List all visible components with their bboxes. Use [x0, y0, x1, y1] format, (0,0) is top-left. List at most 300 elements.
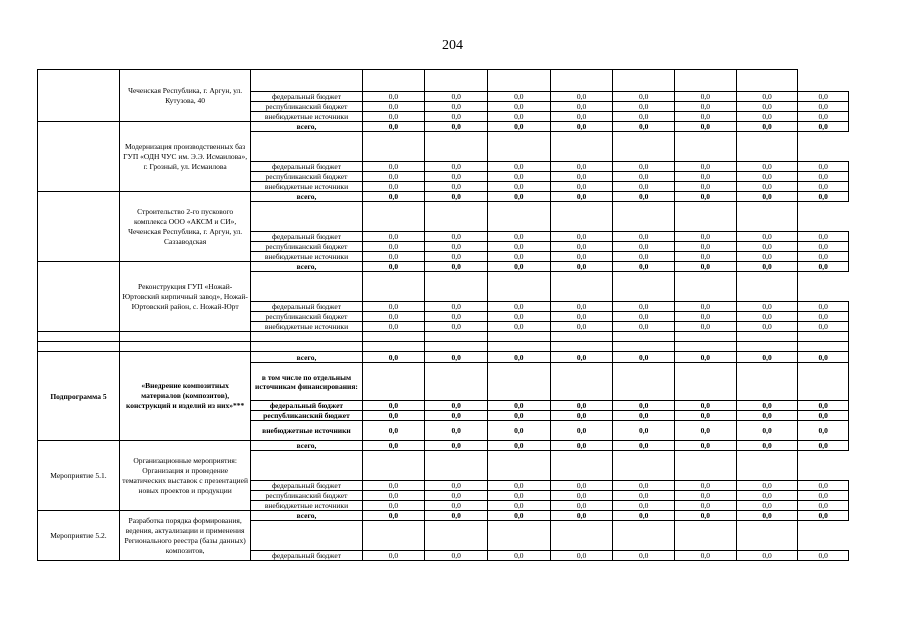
empty-cell: [613, 132, 675, 162]
empty-cell: [251, 70, 362, 92]
table-row: [38, 70, 849, 92]
value-cell: 0,0: [798, 242, 849, 252]
value-cell: 0,0: [487, 501, 550, 511]
empty-cell: [487, 332, 550, 342]
value-cell: 0,0: [675, 501, 737, 511]
value-cell: 0,0: [798, 232, 849, 242]
value-cell: 0,0: [487, 302, 550, 312]
value-cell: 0,0: [675, 441, 737, 451]
source-label: федеральный бюджет: [251, 302, 362, 312]
value-cell: 0,0: [362, 501, 425, 511]
source-label: всего,: [251, 192, 362, 202]
value-cell: 0,0: [798, 112, 849, 122]
source-label: всего,: [251, 511, 362, 521]
value-cell: 0,0: [675, 352, 737, 363]
empty-cell: [736, 332, 798, 342]
empty-cell: [487, 521, 550, 551]
value-cell: 0,0: [550, 421, 613, 441]
value-cell: 0,0: [798, 501, 849, 511]
value-cell: 0,0: [362, 182, 425, 192]
value-cell: 0,0: [736, 192, 798, 202]
value-cell: 0,0: [425, 122, 488, 132]
value-cell: 0,0: [675, 232, 737, 242]
value-cell: 0,0: [675, 182, 737, 192]
value-cell: 0,0: [425, 92, 488, 102]
empty-cell: [251, 272, 362, 302]
empty-cell: [487, 202, 550, 232]
value-cell: 0,0: [798, 122, 849, 132]
value-cell: 0,0: [675, 252, 737, 262]
value-cell: 0,0: [487, 491, 550, 501]
value-cell: 0,0: [550, 312, 613, 322]
empty-cell: [38, 342, 120, 352]
empty-cell: [425, 132, 488, 162]
empty-cell: [613, 202, 675, 232]
value-cell: 0,0: [425, 232, 488, 242]
empty-cell: [736, 451, 798, 481]
empty-cell: [251, 332, 362, 342]
value-cell: 0,0: [550, 481, 613, 491]
value-cell: 0,0: [362, 411, 425, 421]
value-cell: 0,0: [487, 411, 550, 421]
value-cell: 0,0: [487, 511, 550, 521]
source-label: республиканский бюджет: [251, 172, 362, 182]
empty-cell: [362, 521, 425, 551]
value-cell: 0,0: [675, 122, 737, 132]
source-label: федеральный бюджет: [251, 401, 362, 411]
value-cell: 0,0: [487, 352, 550, 363]
value-cell: 0,0: [550, 192, 613, 202]
value-cell: 0,0: [550, 112, 613, 122]
value-cell: 0,0: [362, 102, 425, 112]
value-cell: 0,0: [798, 252, 849, 262]
value-cell: 0,0: [362, 162, 425, 172]
empty-cell: [675, 451, 737, 481]
table-row: [38, 342, 849, 352]
value-cell: 0,0: [362, 252, 425, 262]
value-cell: 0,0: [736, 501, 798, 511]
value-cell: 0,0: [425, 401, 488, 411]
source-label: внебюджетные источники: [251, 501, 362, 511]
value-cell: 0,0: [613, 172, 675, 182]
value-cell: 0,0: [798, 192, 849, 202]
value-cell: 0,0: [362, 302, 425, 312]
empty-cell: [613, 70, 675, 92]
table-row: [38, 511, 849, 521]
empty-cell: [550, 342, 613, 352]
page-number: 204: [442, 38, 463, 53]
value-cell: 0,0: [613, 312, 675, 322]
value-cell: 0,0: [675, 491, 737, 501]
measure-code: Мероприятие 5.1.: [38, 441, 120, 511]
source-label: республиканский бюджет: [251, 242, 362, 252]
value-cell: 0,0: [736, 511, 798, 521]
measure-code: Подпрограмма 5: [38, 352, 120, 441]
value-cell: 0,0: [362, 92, 425, 102]
value-cell: 0,0: [550, 491, 613, 501]
value-cell: 0,0: [736, 162, 798, 172]
source-label: республиканский бюджет: [251, 411, 362, 421]
empty-cell: [675, 342, 737, 352]
value-cell: 0,0: [487, 242, 550, 252]
empty-cell: [736, 272, 798, 302]
empty-cell: [251, 202, 362, 232]
empty-cell: [798, 332, 849, 342]
source-label: федеральный бюджет: [251, 162, 362, 172]
empty-cell: [675, 332, 737, 342]
value-cell: 0,0: [487, 182, 550, 192]
value-cell: 0,0: [425, 112, 488, 122]
value-cell: 0,0: [550, 92, 613, 102]
value-cell: 0,0: [736, 92, 798, 102]
empty-cell: [736, 521, 798, 551]
value-cell: 0,0: [487, 162, 550, 172]
source-label: в том числе по отдельным источникам финансирования:: [251, 363, 362, 401]
value-cell: 0,0: [425, 192, 488, 202]
value-cell: 0,0: [736, 112, 798, 122]
value-cell: 0,0: [487, 312, 550, 322]
value-cell: 0,0: [425, 242, 488, 252]
value-cell: 0,0: [425, 302, 488, 312]
source-label: всего,: [251, 262, 362, 272]
empty-cell: [487, 70, 550, 92]
empty-cell: [362, 202, 425, 232]
empty-cell: [736, 132, 798, 162]
value-cell: 0,0: [613, 421, 675, 441]
empty-cell: [487, 342, 550, 352]
empty-cell: [251, 132, 362, 162]
value-cell: 0,0: [736, 102, 798, 112]
value-cell: 0,0: [550, 172, 613, 182]
empty-cell: [736, 342, 798, 352]
value-cell: 0,0: [798, 262, 849, 272]
value-cell: 0,0: [425, 441, 488, 451]
measure-code: Мероприятие 5.2.: [38, 511, 120, 561]
value-cell: 0,0: [675, 262, 737, 272]
value-cell: 0,0: [425, 312, 488, 322]
measure-code: [38, 70, 120, 122]
value-cell: 0,0: [798, 551, 849, 561]
empty-cell: [487, 272, 550, 302]
value-cell: 0,0: [362, 192, 425, 202]
value-cell: 0,0: [798, 441, 849, 451]
value-cell: 0,0: [613, 441, 675, 451]
value-cell: 0,0: [675, 112, 737, 122]
value-cell: 0,0: [425, 501, 488, 511]
source-label: внебюджетные источники: [251, 112, 362, 122]
empty-cell: [38, 332, 120, 342]
empty-cell: [613, 342, 675, 352]
value-cell: 0,0: [736, 481, 798, 491]
value-cell: 0,0: [425, 182, 488, 192]
empty-cell: [550, 332, 613, 342]
value-cell: 0,0: [487, 112, 550, 122]
value-cell: 0,0: [550, 262, 613, 272]
source-label: всего,: [251, 122, 362, 132]
source-label: федеральный бюджет: [251, 551, 362, 561]
value-cell: 0,0: [487, 192, 550, 202]
value-cell: 0,0: [425, 262, 488, 272]
empty-cell: [362, 451, 425, 481]
value-cell: 0,0: [362, 551, 425, 561]
empty-cell: [362, 132, 425, 162]
measure-code: [38, 192, 120, 262]
value-cell: 0,0: [425, 252, 488, 262]
source-label: внебюджетные источники: [251, 252, 362, 262]
value-cell: 0,0: [736, 252, 798, 262]
value-cell: 0,0: [362, 441, 425, 451]
value-cell: 0,0: [550, 252, 613, 262]
empty-cell: [425, 363, 488, 401]
value-cell: 0,0: [798, 401, 849, 411]
empty-cell: [550, 272, 613, 302]
value-cell: 0,0: [613, 192, 675, 202]
source-label: республиканский бюджет: [251, 102, 362, 112]
value-cell: 0,0: [487, 441, 550, 451]
value-cell: 0,0: [613, 491, 675, 501]
source-label: республиканский бюджет: [251, 491, 362, 501]
value-cell: 0,0: [736, 312, 798, 322]
value-cell: 0,0: [425, 352, 488, 363]
value-cell: 0,0: [550, 501, 613, 511]
value-cell: 0,0: [362, 421, 425, 441]
value-cell: 0,0: [736, 421, 798, 441]
source-label: республиканский бюджет: [251, 312, 362, 322]
value-cell: 0,0: [362, 322, 425, 332]
empty-cell: [736, 202, 798, 232]
value-cell: 0,0: [362, 481, 425, 491]
empty-cell: [550, 363, 613, 401]
empty-cell: [362, 272, 425, 302]
empty-cell: [550, 202, 613, 232]
value-cell: 0,0: [798, 162, 849, 172]
value-cell: 0,0: [425, 102, 488, 112]
value-cell: 0,0: [613, 262, 675, 272]
value-cell: 0,0: [613, 92, 675, 102]
value-cell: 0,0: [425, 551, 488, 561]
value-cell: 0,0: [550, 352, 613, 363]
measure-name: Чеченская Республика, г. Аргун, ул. Кутузова, 40: [119, 70, 250, 122]
value-cell: 0,0: [736, 122, 798, 132]
empty-cell: [487, 363, 550, 401]
empty-cell: [613, 451, 675, 481]
value-cell: 0,0: [550, 441, 613, 451]
value-cell: 0,0: [487, 122, 550, 132]
empty-cell: [425, 451, 488, 481]
empty-cell: [251, 342, 362, 352]
value-cell: 0,0: [613, 232, 675, 242]
empty-cell: [675, 363, 737, 401]
value-cell: 0,0: [736, 232, 798, 242]
value-cell: 0,0: [613, 122, 675, 132]
value-cell: 0,0: [675, 302, 737, 312]
value-cell: 0,0: [613, 182, 675, 192]
empty-cell: [362, 332, 425, 342]
empty-cell: [251, 521, 362, 551]
value-cell: 0,0: [362, 262, 425, 272]
value-cell: 0,0: [798, 302, 849, 312]
value-cell: 0,0: [487, 551, 550, 561]
value-cell: 0,0: [675, 312, 737, 322]
value-cell: 0,0: [425, 481, 488, 491]
financing-table: [37, 69, 849, 561]
value-cell: 0,0: [798, 352, 849, 363]
value-cell: 0,0: [487, 322, 550, 332]
value-cell: 0,0: [362, 401, 425, 411]
value-cell: 0,0: [362, 122, 425, 132]
empty-cell: [425, 272, 488, 302]
value-cell: 0,0: [550, 242, 613, 252]
value-cell: 0,0: [613, 401, 675, 411]
empty-cell: [798, 363, 849, 401]
value-cell: 0,0: [798, 102, 849, 112]
value-cell: 0,0: [736, 491, 798, 501]
value-cell: 0,0: [613, 322, 675, 332]
value-cell: 0,0: [675, 102, 737, 112]
value-cell: 0,0: [613, 252, 675, 262]
value-cell: 0,0: [362, 232, 425, 242]
value-cell: 0,0: [736, 322, 798, 332]
measure-code: [38, 262, 120, 332]
measure-name: Реконструкция ГУП «Ножай-Юртовский кирпичный завод», Ножай-Юртовский район, с. Ножай-Юрт: [119, 262, 250, 332]
value-cell: 0,0: [798, 92, 849, 102]
value-cell: 0,0: [798, 511, 849, 521]
value-cell: 0,0: [550, 232, 613, 242]
value-cell: 0,0: [487, 401, 550, 411]
value-cell: 0,0: [736, 401, 798, 411]
value-cell: 0,0: [487, 481, 550, 491]
value-cell: 0,0: [613, 352, 675, 363]
value-cell: 0,0: [613, 511, 675, 521]
value-cell: 0,0: [675, 162, 737, 172]
value-cell: 0,0: [362, 112, 425, 122]
value-cell: 0,0: [425, 491, 488, 501]
empty-cell: [613, 363, 675, 401]
value-cell: 0,0: [425, 411, 488, 421]
value-cell: 0,0: [425, 322, 488, 332]
empty-cell: [613, 332, 675, 342]
table-row: [38, 441, 849, 451]
empty-cell: [425, 521, 488, 551]
empty-cell: [550, 70, 613, 92]
empty-cell: [425, 332, 488, 342]
empty-cell: [425, 202, 488, 232]
value-cell: 0,0: [736, 441, 798, 451]
empty-cell: [736, 363, 798, 401]
value-cell: 0,0: [798, 491, 849, 501]
value-cell: 0,0: [425, 172, 488, 182]
value-cell: 0,0: [550, 511, 613, 521]
value-cell: 0,0: [675, 322, 737, 332]
value-cell: 0,0: [425, 511, 488, 521]
empty-cell: [675, 70, 737, 92]
source-label: внебюджетные источники: [251, 322, 362, 332]
value-cell: 0,0: [736, 411, 798, 421]
value-cell: 0,0: [613, 551, 675, 561]
value-cell: 0,0: [798, 172, 849, 182]
value-cell: 0,0: [613, 501, 675, 511]
value-cell: 0,0: [675, 511, 737, 521]
measure-name: Организационные мероприятия: Организация и проведение тематических выставок с презентацией новых проектов и продукции: [119, 441, 250, 511]
table-row: [38, 332, 849, 342]
value-cell: 0,0: [487, 252, 550, 262]
value-cell: 0,0: [362, 312, 425, 322]
measure-name: Строительство 2-го пускового комплекса ООО «АКСМ и СИ», Чеченская Республика, г. Аргун, ул. Саззаводская: [119, 192, 250, 262]
value-cell: 0,0: [675, 421, 737, 441]
empty-cell: [613, 521, 675, 551]
table-row: [38, 122, 849, 132]
empty-cell: [251, 451, 362, 481]
source-label: внебюджетные источники: [251, 182, 362, 192]
value-cell: 0,0: [487, 92, 550, 102]
empty-cell: [550, 132, 613, 162]
value-cell: 0,0: [736, 242, 798, 252]
empty-cell: [550, 521, 613, 551]
source-label: всего,: [251, 441, 362, 451]
empty-cell: [675, 272, 737, 302]
empty-cell: [487, 451, 550, 481]
table-row: [38, 352, 849, 363]
value-cell: 0,0: [675, 92, 737, 102]
empty-cell: [362, 70, 425, 92]
empty-cell: [425, 342, 488, 352]
value-cell: 0,0: [487, 262, 550, 272]
value-cell: 0,0: [425, 421, 488, 441]
measure-name: Модернизация производственных баз ГУП «ОДН ЧУС им. Э.Э. Исмаилова», г. Грозный, ул. Исмаилова: [119, 122, 250, 192]
empty-cell: [425, 70, 488, 92]
value-cell: 0,0: [487, 232, 550, 242]
value-cell: 0,0: [798, 312, 849, 322]
value-cell: 0,0: [613, 112, 675, 122]
table-row: [38, 262, 849, 272]
value-cell: 0,0: [613, 242, 675, 252]
value-cell: 0,0: [487, 172, 550, 182]
value-cell: 0,0: [362, 352, 425, 363]
value-cell: 0,0: [613, 162, 675, 172]
value-cell: 0,0: [736, 172, 798, 182]
value-cell: 0,0: [798, 421, 849, 441]
empty-cell: [119, 342, 250, 352]
measure-name: Разработка порядка формирования, ведения, актуализации и применения Регионального реестра (базы данных) композитов,: [119, 511, 250, 561]
value-cell: 0,0: [736, 182, 798, 192]
value-cell: 0,0: [613, 481, 675, 491]
value-cell: 0,0: [613, 302, 675, 312]
value-cell: 0,0: [798, 481, 849, 491]
source-label: внебюджетные источники: [251, 421, 362, 441]
source-label: федеральный бюджет: [251, 232, 362, 242]
table-row: [38, 192, 849, 202]
value-cell: 0,0: [487, 421, 550, 441]
empty-cell: [736, 70, 798, 92]
value-cell: 0,0: [675, 481, 737, 491]
measure-name: «Внедрение композитных материалов (композитов), конструкций и изделий из них»***: [119, 352, 250, 441]
empty-cell: [362, 363, 425, 401]
value-cell: 0,0: [675, 242, 737, 252]
value-cell: 0,0: [550, 182, 613, 192]
empty-cell: [362, 342, 425, 352]
empty-cell: [675, 521, 737, 551]
value-cell: 0,0: [550, 102, 613, 112]
value-cell: 0,0: [675, 411, 737, 421]
value-cell: 0,0: [362, 511, 425, 521]
source-label: федеральный бюджет: [251, 481, 362, 491]
empty-cell: [675, 202, 737, 232]
empty-cell: [675, 132, 737, 162]
value-cell: 0,0: [550, 551, 613, 561]
value-cell: 0,0: [550, 401, 613, 411]
value-cell: 0,0: [362, 491, 425, 501]
empty-cell: [119, 332, 250, 342]
